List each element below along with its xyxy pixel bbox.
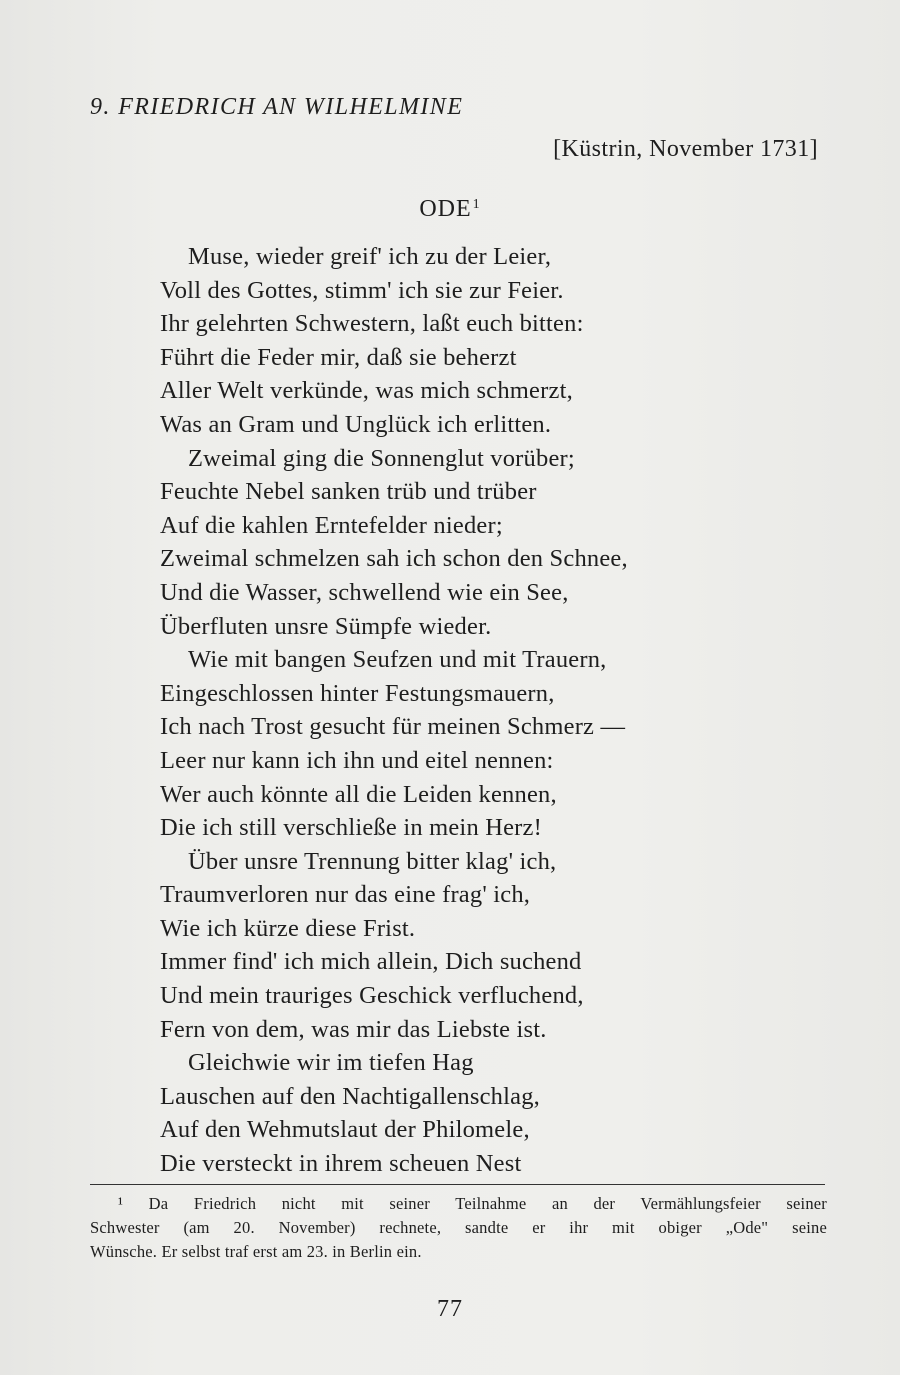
footnote-divider — [90, 1184, 825, 1185]
poem-line: Was an Gram und Unglück ich erlitten. — [160, 410, 552, 438]
poem-body — [160, 240, 628, 1181]
footnote-line: Wünsche. Er selbst traf erst am 23. in Berlin ein. — [90, 1242, 422, 1261]
poem-line: Wie mit bangen Seufzen und mit Trauern, — [188, 646, 607, 674]
poem-line: Führt die Feder mir, daß sie beherzt — [160, 343, 517, 371]
poem-line: Zweimal ging die Sonnenglut vorüber; — [188, 444, 575, 472]
poem-line: Auf den Wehmutslaut der Philomele, — [160, 1116, 530, 1144]
footnote — [90, 1192, 827, 1264]
poem-line: Zweimal schmelzen sah ich schon den Schnee, — [160, 545, 628, 573]
poem-line: Voll des Gottes, stimm' ich sie zur Feier. — [160, 276, 564, 304]
poem-line: Muse, wieder greif' ich zu der Leier, — [188, 243, 552, 270]
poem-line: Eingeschlossen hinter Festungsmauern, — [160, 679, 555, 707]
poem-line: Traumverloren nur das eine frag' ich, — [160, 881, 531, 909]
poem-line: Gleichwie wir im tiefen Hag — [188, 1049, 474, 1077]
footnote-line: Schwester (am 20. November) rechnete, sandte er ihr mit obiger „Ode" seine — [90, 1218, 827, 1237]
letter-heading: 9. FRIEDRICH AN WILHELMINE — [90, 94, 464, 120]
poem-line: Und mein trauriges Geschick verfluchend, — [160, 982, 584, 1010]
page-number: 77 — [437, 1296, 463, 1322]
poem-line: Ich nach Trost gesucht für meinen Schmerz — — [160, 713, 626, 741]
poem-line: Fern von dem, was mir das Liebste ist. — [160, 1015, 547, 1043]
footnote-line: ¹ Da Friedrich nicht mit seiner Teilnahme an der Vermählungsfeier seiner — [118, 1194, 827, 1213]
poem-line: Immer find' ich mich allein, Dich suchend — [160, 948, 582, 976]
poem-line: Wer auch könnte all die Leiden kennen, — [160, 780, 557, 808]
poem-line: Überfluten unsre Sümpfe wieder. — [160, 612, 492, 640]
poem-line: Wie ich kürze diese Frist. — [160, 914, 416, 942]
footnote-marker: 1 — [472, 197, 481, 212]
poem-line: Lauschen auf den Nachtigallenschlag, — [160, 1082, 540, 1110]
poem-line: Auf die kahlen Erntefelder nieder; — [160, 511, 503, 539]
poem-line: Leer nur kann ich ihn und eitel nennen: — [160, 746, 554, 774]
poem-line: Ihr gelehrten Schwestern, laßt euch bitten: — [160, 310, 584, 338]
poem-title — [0, 196, 900, 223]
poem-line: Feuchte Nebel sanken trüb und trüber — [160, 478, 537, 506]
poem-line: Die ich still verschließe in mein Herz! — [160, 814, 542, 842]
poem-line: Die versteckt in ihrem scheuen Nest — [160, 1150, 522, 1178]
poem-line: Aller Welt verkünde, was mich schmerzt, — [160, 377, 573, 405]
poem-line: Über unsre Trennung bitter klag' ich, — [188, 847, 557, 875]
poem-line: Und die Wasser, schwellend wie ein See, — [160, 578, 569, 606]
place-date-line: [Küstrin, November 1731] — [553, 136, 818, 162]
poem-title-text: ODE — [419, 196, 472, 222]
